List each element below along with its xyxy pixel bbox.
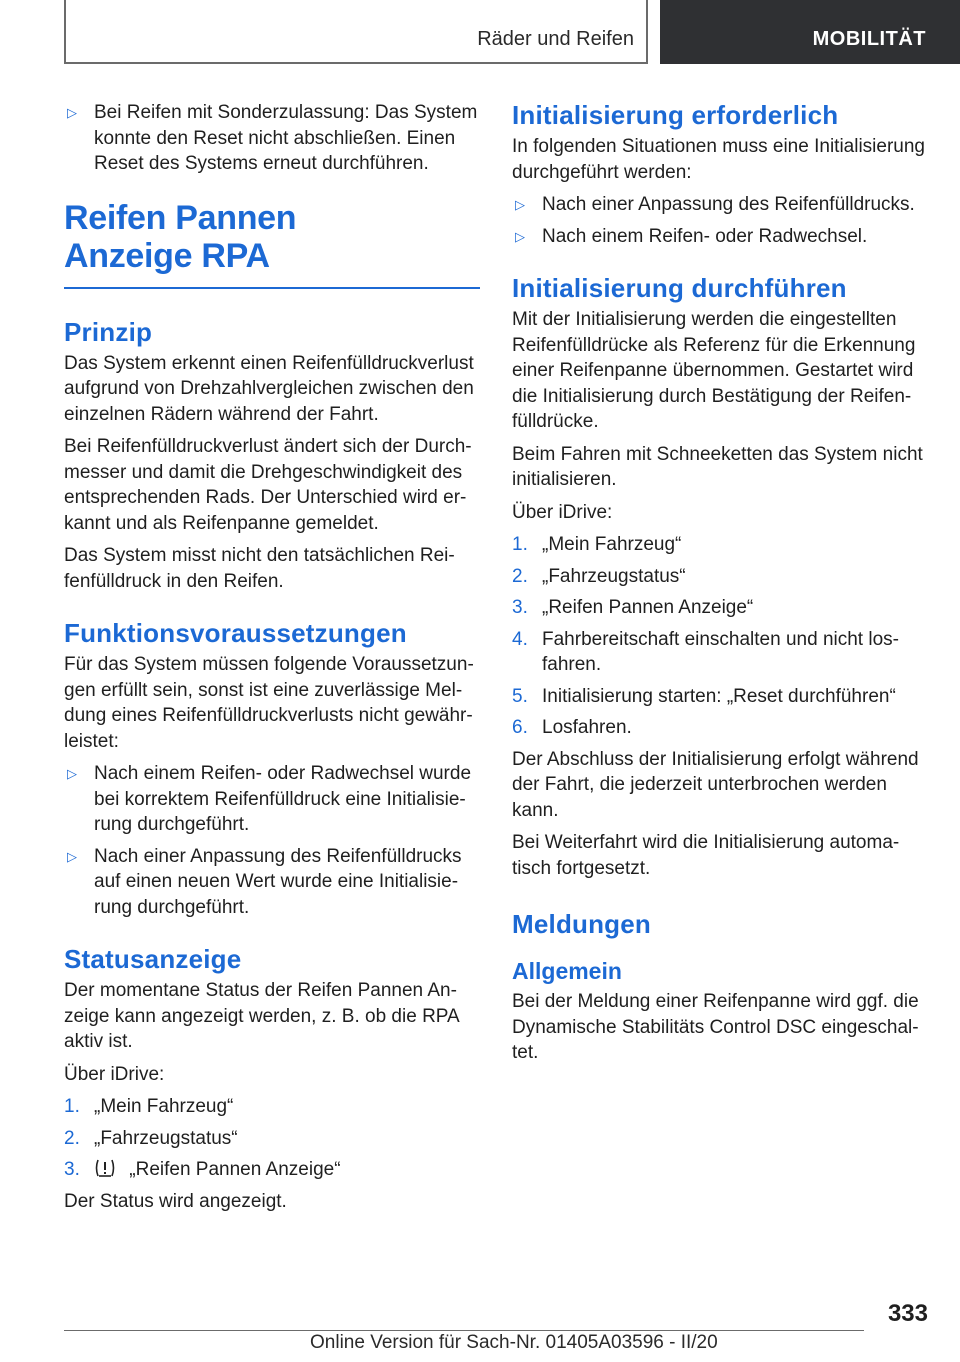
paragraph: Beim Fahren mit Schneeketten das System nicht initialisieren. (512, 443, 923, 490)
paragraph: In folgenden Situationen muss eine Initialisierung durchgeführt werden: (512, 136, 925, 183)
list-item: 3. „Reifen Pannen Anzeige“ (512, 597, 754, 618)
heading-prinzip: Prinzip (64, 316, 153, 347)
right-column (512, 100, 928, 1073)
list-item: 4. Fahrbereitschaft einschalten und nicht losfahren. (512, 628, 899, 675)
heading-initialisierung-durchfuehren: Initialisierung durchführen (512, 273, 847, 303)
heading-meldungen: Meldungen (512, 909, 652, 939)
triangle-right-icon: ▷ (67, 766, 77, 781)
status-steps-list (64, 1094, 480, 1183)
page-number: 333 (887, 1300, 928, 1327)
header-section-box (64, 0, 648, 64)
header-section-title: Räder und Reifen (477, 28, 634, 50)
list-item: ▷ Nach einem Reifen- oder Radwechsel wurde bei korrektem Reifenfülldruck eine Initialisierung durchgeführt. (67, 763, 472, 835)
triangle-right-icon: ▷ (515, 197, 525, 212)
heading-funktionsvoraussetzungen: Funktionsvoraussetzungen (64, 618, 407, 648)
paragraph: Der Abschluss der Initialisierung erfolgt während der Fahrt, die jederzeit unterbrochen werden kann. (512, 748, 919, 821)
left-column (64, 100, 480, 1221)
paragraph: Das System misst nicht den tatsächlichen Reifenfülldruck in den Reifen. (64, 545, 455, 592)
list-item: 6. Losfahren. (512, 717, 632, 738)
init-required-bullet-list (512, 192, 928, 249)
header-chapter-tab (660, 0, 960, 64)
list-item: ▷ Nach einem Reifen- oder Radwechsel. (512, 224, 928, 250)
paragraph: Mit der Initialisierung werden die eingestellten Reifenfülldrücke als Referenz für die Erkennung einer Reifenpanne übernommen. Gestartet wird die Initialisierung durch Bestätigung der Reifenfülldrücke. (512, 309, 916, 432)
heading-initialisierung-erforderlich: Initialisierung erforderlich (512, 100, 839, 130)
list-item: 5. Initialisierung starten: „Reset durchführen“ (512, 685, 896, 707)
triangle-right-icon: ▷ (67, 105, 77, 120)
list-item: 1. „Mein Fahrzeug“ (512, 534, 682, 555)
list-item: 2. „Fahrzeugstatus“ (512, 565, 686, 587)
paragraph: Über iDrive: (512, 501, 613, 523)
list-item: 2. „Fahrzeugstatus“ (64, 1127, 238, 1149)
list-item: ▷ Nach einer Anpassung des Reifenfülldrucks auf einen neuen Wert wurde eine Initialisierung durchgeführt. (67, 845, 462, 918)
heading-allgemein: Allgemein (512, 958, 622, 984)
list-item: ▷ Nach einer Anpassung des Reifenfülldrucks. (512, 192, 928, 218)
header-chapter-title: MOBILITÄT (812, 28, 926, 50)
init-steps-list (512, 532, 928, 741)
tire-pressure-warning-icon (94, 1158, 116, 1178)
footer-divider (64, 1330, 864, 1331)
heading-statusanzeige: Statusanzeige (64, 944, 242, 974)
paragraph: Über iDrive: (64, 1063, 165, 1085)
list-item: 3. „Reifen Pannen Anzeige“ (64, 1159, 341, 1180)
intro-bullet-list (64, 100, 480, 177)
triangle-right-icon: ▷ (515, 228, 525, 244)
paragraph: Das System erkennt einen Reifenfülldruckverlust aufgrund von Drehzahlvergleichen zwischen den einzelnen Rädern während der Fahrt. (64, 352, 474, 425)
paragraph: Bei der Meldung einer Reifenpanne wird ggf. die Dynamische Stabilitäts Control DSC eingeschaltet. (512, 991, 919, 1063)
list-item: 1. „Mein Fahrzeug“ (64, 1096, 234, 1117)
page-title: Reifen Pannen Anzeige RPA (64, 198, 297, 275)
footer-online-version: Online Version für Sach-Nr. 01405A03596 - II/20 (310, 1332, 718, 1353)
triangle-right-icon: ▷ (67, 848, 77, 864)
requirements-bullet-list (64, 761, 480, 920)
paragraph: Bei Weiterfahrt wird die Initialisierung automatisch fortgesetzt. (512, 832, 900, 879)
paragraph: Der momentane Status der Reifen Pannen Anzeige kann angezeigt werden, z. B. ob die RPA aktiv ist. (64, 980, 459, 1052)
list-item: ▷ Bei Reifen mit Sonderzulassung: Das System konnte den Reset nicht abschließen. Einen Reset des Systems erneut durchführen. (67, 102, 478, 174)
paragraph: Bei Reifenfülldruckverlust ändert sich der Durchmesser und damit die Drehgeschwindigkeit des entsprechenden Rads. Der Unterschied wird erkannt und als Reifenpanne gemeldet. (64, 436, 472, 534)
paragraph: Der Status wird angezeigt. (64, 1190, 287, 1212)
paragraph: Für das System müssen folgende Voraussetzungen erfüllt sein, sonst ist eine zuverlässige Meldung eines Reifenfülldruckverlusts nicht gewährleistet: (64, 654, 474, 752)
title-divider (64, 287, 480, 289)
